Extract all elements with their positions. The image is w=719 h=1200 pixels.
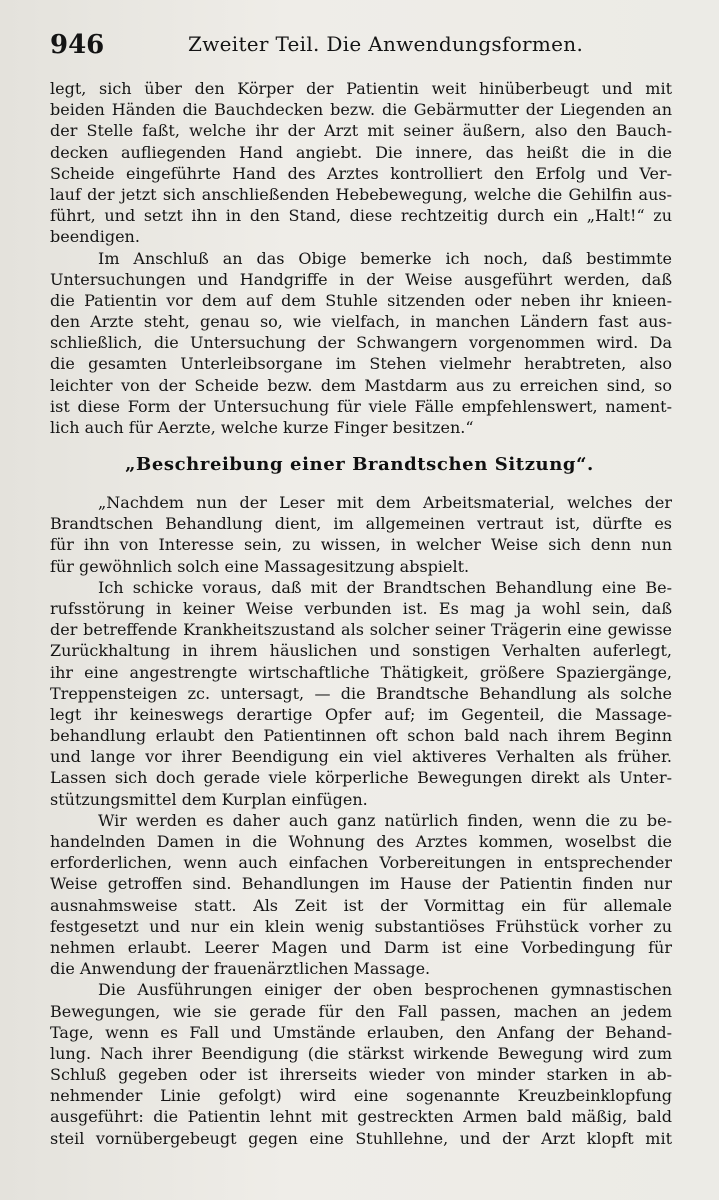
text-line: die Anwendung der frauenärztlichen Massage. xyxy=(50,959,431,979)
text-line: steil vornübergebeugt gegen eine Stuhllehne, und der Arzt klopft mit xyxy=(50,1128,672,1148)
text-line: ihr eine angestrengte wirtschaftliche Thätigkeit, größere Spaziergänge, xyxy=(50,662,672,682)
text-line: handelnden Damen in die Wohnung des Arztes kommen, woselbst die xyxy=(50,832,672,851)
text-line: nehmen erlaubt. Leerer Magen und Darm ist eine Vorbedingung für xyxy=(50,937,672,957)
text-line: Zurückhaltung in ihrem häuslichen und sonstigen Verhalten auferlegt, xyxy=(50,641,672,661)
text-line: der betreffende Krankheitszustand als solcher seiner Trägerin eine gewisse xyxy=(50,620,672,640)
text-line: lung. Nach ihrer Beendigung (die stärkst wirkende Bewegung wird zum xyxy=(50,1043,672,1063)
text-line: Wir werden es daher auch ganz natürlich finden, wenn die zu be- xyxy=(98,810,672,830)
text-line: die gesamten Unterleibsorgane im Stehen vielmehr herabtreten, also xyxy=(50,354,672,374)
text-line: ist diese Form der Untersuchung für viele Fälle empfehlenswert, nament- xyxy=(50,396,672,416)
text-line: Untersuchungen und Handgriffe in der Weise ausgeführt werden, daß xyxy=(50,269,672,289)
text-line: für ihn von Interesse sein, zu wissen, in welcher Weise sich denn nun xyxy=(50,535,672,555)
section-heading: „Beschreibung einer Brandtschen Sitzung“. xyxy=(125,454,594,475)
text-line: rufsstörung in keiner Weise verbunden ist. Es mag ja wohl sein, daß xyxy=(50,598,672,618)
text-line: nehmender Linie gefolgt) wird eine sogenannte Kreuzbeinklopfung xyxy=(50,1086,672,1106)
text-line: ausgeführt: die Patientin lehnt mit gestreckten Armen bald mäßig, bald xyxy=(50,1107,672,1127)
text-line: und lange vor ihrer Beendigung ein viel aktiveres Verhalten als früher. xyxy=(50,747,672,767)
text-line: Treppensteigen zc. untersagt, — die Brandtsche Behandlung als solche xyxy=(50,683,672,703)
running-head: Zweiter Teil. Die Anwendungsformen. xyxy=(188,32,584,56)
paragraph-block-2 xyxy=(50,492,672,1149)
text-line: Im Anschluß an das Obige bemerke ich noch, daß bestimmte xyxy=(98,248,672,268)
text-line: schließlich, die Untersuchung der Schwangern vorgenommen wird. Da xyxy=(50,333,672,353)
text-line: festgesetzt und nur ein klein wenig substantiöses Frühstück vorher zu xyxy=(50,916,672,936)
text-line: die Patientin vor dem auf dem Stuhle sitzenden oder neben ihr knieen- xyxy=(50,290,672,310)
text-line: Weise getroffen sind. Behandlungen im Hause der Patientin finden nur xyxy=(50,874,672,894)
text-line: Lassen sich doch gerade viele körperliche Bewegungen direkt als Unter- xyxy=(50,768,672,788)
text-line: der Stelle faßt, welche ihr der Arzt mit seiner äußern, also den Bauch- xyxy=(50,121,672,141)
text-line: lauf der jetzt sich anschließenden Hebebewegung, welche die Gehilfin aus- xyxy=(50,184,672,204)
text-line: beiden Händen die Bauchdecken bezw. die Gebärmutter der Liegenden an xyxy=(50,100,672,120)
text-line: lich auch für Aerzte, welche kurze Finger besitzen.“ xyxy=(50,418,474,437)
text-line: „Nachdem nun der Leser mit dem Arbeitsmaterial, welches der xyxy=(98,493,672,512)
text-line: ausnahmsweise statt. Als Zeit ist der Vormittag ein für allemale xyxy=(50,895,672,915)
text-line: Brandtschen Behandlung dient, im allgemeinen vertraut ist, dürfte es xyxy=(50,514,672,534)
text-line: legt ihr keineswegs derartige Opfer auf; im Gegenteil, die Massage- xyxy=(50,704,672,724)
text-line: Tage, wenn es Fall und Umstände erlauben, den Anfang der Behand- xyxy=(50,1022,672,1042)
text-line: behandlung erlaubt den Patientinnen oft schon bald nach ihrem Beginn xyxy=(50,726,672,746)
text-line: decken aufliegenden Hand angiebt. Die innere, das heißt die in die xyxy=(50,142,672,162)
page-header xyxy=(50,24,670,64)
text-line: erforderlichen, wenn auch einfachen Vorbereitungen in entsprechender xyxy=(50,853,672,873)
page-number: 946 xyxy=(50,30,105,60)
text-line: stützungsmittel dem Kurplan einfügen. xyxy=(50,789,368,809)
text-line: Bewegungen, wie sie gerade für den Fall passen, machen an jedem xyxy=(50,1001,672,1021)
text-line: den Arzte steht, genau so, wie vielfach, in manchen Ländern fast aus- xyxy=(50,312,672,332)
text-line: führt, und setzt ihn in den Stand, diese rechtzeitig durch ein „Halt!“ zu xyxy=(50,206,672,226)
text-line: Die Ausführungen einiger der oben besprochenen gymnastischen xyxy=(98,980,672,1000)
text-line: legt, sich über den Körper der Patientin weit hinüberbeugt und mit xyxy=(50,79,672,98)
text-line: Schluß gegeben oder ist ihrerseits wieder von minder starken in ab- xyxy=(50,1065,672,1085)
paragraph-block-1 xyxy=(50,78,672,438)
text-line: beendigen. xyxy=(50,227,140,247)
text-line: Scheide eingeführte Hand des Arztes kontrolliert den Erfolg und Ver- xyxy=(50,163,672,183)
text-line: Ich schicke voraus, daß mit der Brandtschen Behandlung eine Be- xyxy=(98,577,672,597)
text-line: leichter von der Scheide bezw. dem Mastdarm aus zu erreichen sind, so xyxy=(50,375,672,395)
text-line: für gewöhnlich solch eine Massagesitzung abspielt. xyxy=(50,556,470,576)
